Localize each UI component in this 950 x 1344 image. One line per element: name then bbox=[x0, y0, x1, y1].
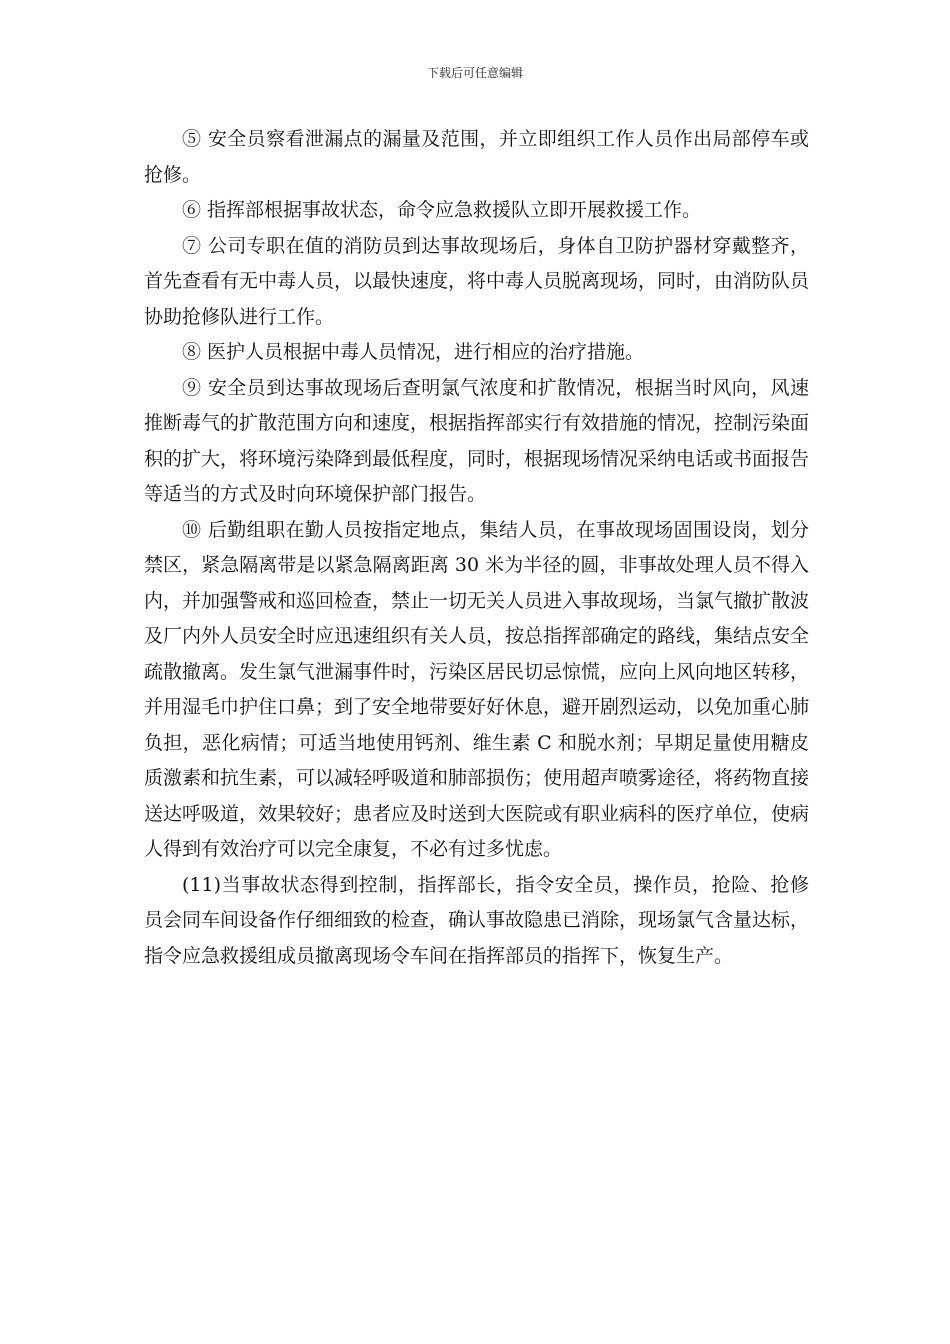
paragraph-item-8: ⑧ 医护人员根据中毒人员情况，进行相应的治疗措施。 bbox=[182, 341, 645, 363]
paragraph-item-7: ⑦ 公司专职在值的消防员到达事故现场后，身体自卫防护器材穿戴整齐，首先查看有无中毒人员，以最快速度，将中毒人员脱离现场，同时，由消防队员协助抢修队进行工作。 bbox=[144, 234, 810, 328]
paragraph-item-6: ⑥ 指挥部根据事故状态，命令应急救援队立即开展救援工作。 bbox=[182, 199, 702, 221]
paragraph-item-11: (11)当事故状态得到控制，指挥部长，指令安全员，操作员，抢险、抢修员会同车间设备作仔细细致的检查，确认事故隐患已消除，现场氯气含量达标，指令应急救援组成员撤离现场令车间在指挥部员的指挥下，恢复生产。 bbox=[144, 873, 810, 967]
page-header: 下载后可任意编辑 bbox=[426, 66, 523, 80]
paragraph-item-10: ⑩ 后勤组职在勤人员按指定地点，集结人员，在事故现场固围设岗，划分禁区，紧急隔离带是以紧急隔离距离 30 米为半径的圆，非事故处理人员不得入内，并加强警戒和巡回检查，禁止一切无关人员进入事故现场，当氯气撤扩散波及厂内外人员安全时应迅速组织有关人员，按总指挥部确定的路线，集结点安全疏散撤离。发生氯气泄漏事件时，污染区居民切忌惊慌，应向上风向地区转移，并用湿毛巾护住口鼻；到了安全地带要好好休息，避开剧烈运动，以免加重心肺负担，恶化病情；可适当地使用钙剂、维生素 C 和脱水剂；早期足量使用糖皮质激素和抗生素，可以减轻呼吸道和肺部损伤；使用超声喷雾途径，将药物直接送达呼吸道，效果较好；患者应及时送到大医院或有职业病科的医疗单位，使病人得到有效治疗可以完全康复，不必有过多忧虑。 bbox=[144, 518, 810, 860]
paragraph-item-5: ⑤ 安全员察看泄漏点的漏量及范围，并立即组织工作人员作出局部停车或抢修。 bbox=[144, 128, 809, 186]
paragraph-item-9: ⑨ 安全员到达事故现场后查明氯气浓度和扩散情况，根据当时风向，风速推断毒气的扩散范围方向和速度，根据指挥部实行有效措施的情况，控制污染面积的扩大，将环境污染降到最低程度，同时，根据现场情况采纳电话或书面报告等适当的方式及时向环境保护部门报告。 bbox=[144, 376, 810, 505]
document-body bbox=[144, 122, 809, 974]
